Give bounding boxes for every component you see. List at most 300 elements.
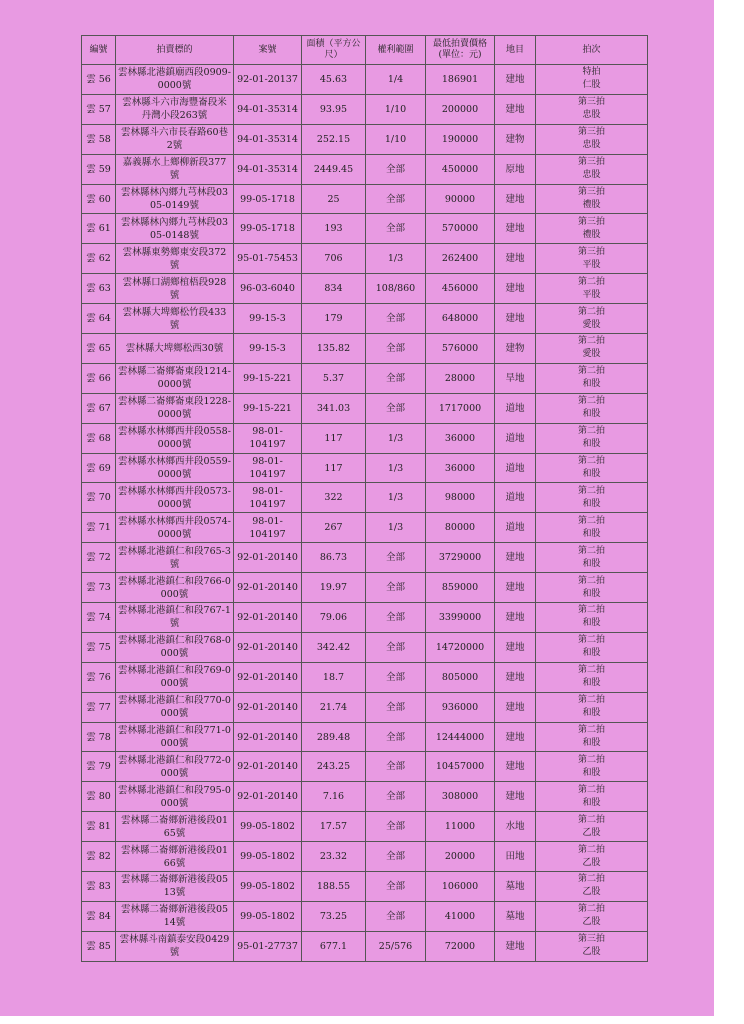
- cell-rights: 1/3: [366, 244, 426, 274]
- cell-area: 834: [302, 274, 366, 304]
- cell-name: 雲林縣二崙鄉新港後段0166號: [116, 842, 234, 872]
- cell-case-no: 95-01-27737: [234, 931, 302, 961]
- cell-id: 雲 74: [82, 603, 116, 633]
- cell-price: 308000: [426, 782, 495, 812]
- cell-area: 79.06: [302, 603, 366, 633]
- court-unit-label: 和股: [582, 648, 601, 659]
- cell-round: [536, 603, 648, 633]
- cell-name: 雲林縣二崙鄉新港後段0165號: [116, 812, 234, 842]
- cell-land-type: 建地: [495, 184, 536, 214]
- cell-name: 雲林縣北港鎮仁和段770-0000號: [116, 692, 234, 722]
- cell-land-type: 建地: [495, 632, 536, 662]
- table-row: [82, 842, 648, 872]
- cell-case-no: 99-05-1802: [234, 812, 302, 842]
- cell-area: 322: [302, 483, 366, 513]
- cell-id: 雲 63: [82, 274, 116, 304]
- court-unit-label: 乙股: [582, 857, 601, 868]
- cell-area: 73.25: [302, 901, 366, 931]
- cell-land-type: 道地: [495, 453, 536, 483]
- cell-id: 雲 70: [82, 483, 116, 513]
- cell-area: 252.15: [302, 124, 366, 154]
- cell-land-type: 建地: [495, 782, 536, 812]
- court-unit-label: 和股: [582, 528, 601, 539]
- table-row: [82, 931, 648, 961]
- header-land-type: 地目: [495, 36, 536, 65]
- cell-round: [536, 334, 648, 364]
- table-row: [82, 65, 648, 95]
- table-row: [82, 573, 648, 603]
- cell-case-no: 98-01-104197: [234, 513, 302, 543]
- cell-id: 雲 62: [82, 244, 116, 274]
- round-label: 第二拍: [577, 336, 605, 347]
- cell-area: 18.7: [302, 662, 366, 692]
- cell-id: 雲 68: [82, 423, 116, 453]
- cell-case-no: 98-01-104197: [234, 453, 302, 483]
- cell-id: 雲 71: [82, 513, 116, 543]
- cell-id: 雲 80: [82, 782, 116, 812]
- cell-price: 456000: [426, 274, 495, 304]
- table-row: [82, 453, 648, 483]
- cell-area: 7.16: [302, 782, 366, 812]
- cell-price: 200000: [426, 94, 495, 124]
- cell-round: [536, 931, 648, 961]
- header-min-price: 最低拍賣價格(單位：元): [426, 36, 495, 65]
- cell-area: 193: [302, 214, 366, 244]
- cell-id: 雲 72: [82, 543, 116, 573]
- cell-id: 雲 66: [82, 363, 116, 393]
- cell-rights: 全部: [366, 901, 426, 931]
- table-row: [82, 214, 648, 244]
- cell-case-no: 99-15-3: [234, 304, 302, 334]
- cell-rights: 全部: [366, 603, 426, 633]
- table-row: [82, 722, 648, 752]
- cell-price: 262400: [426, 244, 495, 274]
- cell-price: 20000: [426, 842, 495, 872]
- cell-round: [536, 65, 648, 95]
- cell-area: 179: [302, 304, 366, 334]
- cell-id: 雲 69: [82, 453, 116, 483]
- cell-name: 雲林縣口湖鄉椬梧段928號: [116, 274, 234, 304]
- cell-round: [536, 842, 648, 872]
- cell-id: 雲 59: [82, 154, 116, 184]
- cell-land-type: 道地: [495, 423, 536, 453]
- table-row: [82, 692, 648, 722]
- round-label: 第二拍: [577, 635, 605, 646]
- cell-id: 雲 83: [82, 872, 116, 902]
- cell-case-no: 98-01-104197: [234, 483, 302, 513]
- cell-round: [536, 722, 648, 752]
- cell-rights: 1/3: [366, 453, 426, 483]
- cell-id: 雲 56: [82, 65, 116, 95]
- cell-case-no: 92-01-20140: [234, 662, 302, 692]
- cell-area: 267: [302, 513, 366, 543]
- cell-area: 23.32: [302, 842, 366, 872]
- table-row: [82, 812, 648, 842]
- court-unit-label: 乙股: [582, 887, 601, 898]
- cell-land-type: 建地: [495, 274, 536, 304]
- table-row: [82, 184, 648, 214]
- cell-name: 雲林縣斗六市長春路60巷2號: [116, 124, 234, 154]
- cell-rights: 全部: [366, 782, 426, 812]
- cell-name: 雲林縣北港鎮仁和段768-0000號: [116, 632, 234, 662]
- cell-land-type: 田地: [495, 842, 536, 872]
- header-round: 拍次: [536, 36, 648, 65]
- cell-price: 72000: [426, 931, 495, 961]
- cell-name: 雲林縣水林鄉西井段0574-0000號: [116, 513, 234, 543]
- cell-price: 190000: [426, 124, 495, 154]
- cell-price: 28000: [426, 363, 495, 393]
- cell-price: 450000: [426, 154, 495, 184]
- cell-land-type: 建地: [495, 214, 536, 244]
- round-label: 第二拍: [577, 575, 605, 586]
- cell-area: 93.95: [302, 94, 366, 124]
- cell-price: 12444000: [426, 722, 495, 752]
- table-row: [82, 334, 648, 364]
- cell-round: [536, 304, 648, 334]
- cell-rights: 全部: [366, 543, 426, 573]
- cell-price: 80000: [426, 513, 495, 543]
- cell-round: [536, 662, 648, 692]
- cell-land-type: 道地: [495, 393, 536, 423]
- cell-price: 90000: [426, 184, 495, 214]
- cell-case-no: 99-05-1718: [234, 184, 302, 214]
- cell-rights: 1/4: [366, 65, 426, 95]
- table-header-row: [82, 36, 648, 65]
- cell-rights: 全部: [366, 154, 426, 184]
- cell-name: 雲林縣大埤鄉松竹段433號: [116, 304, 234, 334]
- header-case-no: 案號: [234, 36, 302, 65]
- court-unit-label: 和股: [582, 439, 601, 450]
- cell-price: 805000: [426, 662, 495, 692]
- round-label: 第三拍: [577, 246, 605, 257]
- cell-price: 36000: [426, 423, 495, 453]
- court-unit-label: 和股: [582, 588, 601, 599]
- cell-round: [536, 124, 648, 154]
- cell-area: 135.82: [302, 334, 366, 364]
- cell-round: [536, 154, 648, 184]
- cell-round: [536, 692, 648, 722]
- cell-id: 雲 78: [82, 722, 116, 752]
- round-label: 第二拍: [577, 485, 605, 496]
- cell-land-type: 旱地: [495, 363, 536, 393]
- round-label: 第三拍: [577, 127, 605, 138]
- round-label: 第二拍: [577, 605, 605, 616]
- table-row: [82, 124, 648, 154]
- round-label: 第二拍: [577, 844, 605, 855]
- cell-id: 雲 61: [82, 214, 116, 244]
- cell-id: 雲 84: [82, 901, 116, 931]
- court-unit-label: 和股: [582, 678, 601, 689]
- cell-land-type: 建地: [495, 543, 536, 573]
- cell-rights: 25/576: [366, 931, 426, 961]
- table-row: [82, 513, 648, 543]
- cell-price: 14720000: [426, 632, 495, 662]
- cell-rights: 全部: [366, 393, 426, 423]
- cell-price: 570000: [426, 214, 495, 244]
- table-row: [82, 901, 648, 931]
- cell-case-no: 92-01-20140: [234, 603, 302, 633]
- cell-case-no: 92-01-20140: [234, 573, 302, 603]
- cell-price: 98000: [426, 483, 495, 513]
- court-unit-label: 和股: [582, 558, 601, 569]
- cell-round: [536, 184, 648, 214]
- cell-case-no: 99-15-3: [234, 334, 302, 364]
- cell-price: 106000: [426, 872, 495, 902]
- cell-rights: 全部: [366, 812, 426, 842]
- cell-rights: 全部: [366, 573, 426, 603]
- cell-price: 859000: [426, 573, 495, 603]
- header-area: 面積（平方公尺）: [302, 36, 366, 65]
- cell-case-no: 98-01-104197: [234, 423, 302, 453]
- court-unit-label: 和股: [582, 498, 601, 509]
- cell-rights: 全部: [366, 662, 426, 692]
- round-label: 第二拍: [577, 515, 605, 526]
- cell-area: 5.37: [302, 363, 366, 393]
- court-unit-label: 忠股: [582, 140, 601, 151]
- cell-price: 1717000: [426, 393, 495, 423]
- cell-rights: 全部: [366, 632, 426, 662]
- cell-round: [536, 274, 648, 304]
- cell-name: 雲林縣北港鎮仁和段771-0000號: [116, 722, 234, 752]
- cell-case-no: 99-15-221: [234, 393, 302, 423]
- cell-id: 雲 65: [82, 334, 116, 364]
- cell-price: 11000: [426, 812, 495, 842]
- cell-rights: 全部: [366, 334, 426, 364]
- round-label: 第二拍: [577, 396, 605, 407]
- cell-id: 雲 79: [82, 752, 116, 782]
- cell-price: 3399000: [426, 603, 495, 633]
- cell-name: 雲林縣北港鎮仁和段772-0000號: [116, 752, 234, 782]
- cell-area: 117: [302, 423, 366, 453]
- court-unit-label: 和股: [582, 618, 601, 629]
- cell-case-no: 92-01-20140: [234, 543, 302, 573]
- header-rights: 權利範圍: [366, 36, 426, 65]
- cell-round: [536, 513, 648, 543]
- court-unit-label: 和股: [582, 379, 601, 390]
- cell-name: 雲林縣斗六市海豐崙段米丹灣小段263號: [116, 94, 234, 124]
- round-label: 第二拍: [577, 874, 605, 885]
- cell-rights: 1/10: [366, 124, 426, 154]
- cell-area: 45.63: [302, 65, 366, 95]
- cell-name: 雲林縣北港鎮仁和段766-0000號: [116, 573, 234, 603]
- court-unit-label: 和股: [582, 409, 601, 420]
- cell-case-no: 92-01-20140: [234, 752, 302, 782]
- cell-case-no: 99-05-1802: [234, 842, 302, 872]
- cell-rights: 1/3: [366, 513, 426, 543]
- cell-round: [536, 812, 648, 842]
- cell-price: 186901: [426, 65, 495, 95]
- table-row: [82, 154, 648, 184]
- cell-case-no: 94-01-35314: [234, 124, 302, 154]
- cell-round: [536, 363, 648, 393]
- cell-price: 576000: [426, 334, 495, 364]
- table-row: [82, 393, 648, 423]
- cell-id: 雲 60: [82, 184, 116, 214]
- cell-id: 雲 73: [82, 573, 116, 603]
- cell-land-type: 墓地: [495, 901, 536, 931]
- cell-price: 41000: [426, 901, 495, 931]
- cell-rights: 全部: [366, 752, 426, 782]
- court-unit-label: 禮股: [582, 200, 601, 210]
- cell-name: 雲林縣北港鎮仁和段795-0000號: [116, 782, 234, 812]
- round-label: 第二拍: [577, 306, 605, 317]
- cell-area: 17.57: [302, 812, 366, 842]
- cell-round: [536, 872, 648, 902]
- cell-id: 雲 77: [82, 692, 116, 722]
- cell-land-type: 建地: [495, 752, 536, 782]
- table-row: [82, 662, 648, 692]
- cell-land-type: 水地: [495, 812, 536, 842]
- cell-name: 雲林縣林內鄉九芎林段0305-0148號: [116, 214, 234, 244]
- cell-round: [536, 782, 648, 812]
- cell-name: 雲林縣東勢鄉東安段372號: [116, 244, 234, 274]
- cell-rights: 全部: [366, 722, 426, 752]
- cell-round: [536, 752, 648, 782]
- cell-case-no: 95-01-75453: [234, 244, 302, 274]
- cell-name: 雲林縣北港鎮仁和段769-0000號: [116, 662, 234, 692]
- court-unit-label: 平股: [582, 289, 601, 300]
- cell-id: 雲 58: [82, 124, 116, 154]
- cell-land-type: 建地: [495, 244, 536, 274]
- cell-rights: 全部: [366, 872, 426, 902]
- cell-round: [536, 244, 648, 274]
- cell-id: 雲 67: [82, 393, 116, 423]
- court-unit-label: 平股: [582, 259, 601, 270]
- court-unit-label: 和股: [582, 767, 601, 778]
- header-target: 拍賣標的: [116, 36, 234, 65]
- cell-land-type: 建地: [495, 662, 536, 692]
- round-label: 第二拍: [577, 725, 605, 736]
- court-unit-label: 和股: [582, 708, 601, 719]
- court-unit-label: 愛股: [582, 319, 601, 330]
- cell-case-no: 92-01-20137: [234, 65, 302, 95]
- court-unit-label: 和股: [582, 738, 601, 749]
- cell-area: 117: [302, 453, 366, 483]
- round-label: 第二拍: [577, 695, 605, 706]
- cell-case-no: 92-01-20140: [234, 692, 302, 722]
- cell-round: [536, 543, 648, 573]
- cell-case-no: 99-15-221: [234, 363, 302, 393]
- cell-rights: 全部: [366, 214, 426, 244]
- cell-land-type: 建地: [495, 931, 536, 961]
- court-unit-label: 乙股: [582, 917, 601, 928]
- cell-price: 10457000: [426, 752, 495, 782]
- cell-land-type: 建物: [495, 334, 536, 364]
- cell-price: 36000: [426, 453, 495, 483]
- cell-area: 342.42: [302, 632, 366, 662]
- cell-name: 雲林縣北港鎮仁和段765-3號: [116, 543, 234, 573]
- cell-area: 19.97: [302, 573, 366, 603]
- cell-area: 341.03: [302, 393, 366, 423]
- cell-land-type: 道地: [495, 513, 536, 543]
- cell-land-type: 道地: [495, 483, 536, 513]
- cell-land-type: 建物: [495, 124, 536, 154]
- cell-rights: 全部: [366, 304, 426, 334]
- table-row: [82, 304, 648, 334]
- court-unit-label: 忠股: [582, 170, 601, 181]
- cell-land-type: 建地: [495, 94, 536, 124]
- cell-price: 648000: [426, 304, 495, 334]
- cell-case-no: 92-01-20140: [234, 782, 302, 812]
- court-unit-label: 禮股: [582, 229, 601, 240]
- cell-id: 雲 82: [82, 842, 116, 872]
- table-row: [82, 752, 648, 782]
- round-label: 第二拍: [577, 784, 605, 795]
- auction-listing-table: [81, 35, 648, 962]
- cell-area: 289.48: [302, 722, 366, 752]
- cell-land-type: 墓地: [495, 872, 536, 902]
- cell-name: 雲林縣二崙鄉新港後段0513號: [116, 872, 234, 902]
- cell-rights: 1/3: [366, 483, 426, 513]
- table-row: [82, 274, 648, 304]
- cell-area: 706: [302, 244, 366, 274]
- cell-price: 936000: [426, 692, 495, 722]
- cell-name: 雲林縣二崙鄉新港後段0514號: [116, 901, 234, 931]
- cell-rights: 1/10: [366, 94, 426, 124]
- cell-rights: 1/3: [366, 423, 426, 453]
- court-unit-label: 和股: [582, 469, 601, 480]
- cell-area: 21.74: [302, 692, 366, 722]
- cell-round: [536, 483, 648, 513]
- cell-case-no: 99-05-1802: [234, 872, 302, 902]
- table-row: [82, 872, 648, 902]
- cell-name: 雲林縣二崙鄉崙東段1228-0000號: [116, 393, 234, 423]
- cell-name: 雲林縣水林鄉西井段0573-0000號: [116, 483, 234, 513]
- table-row: [82, 244, 648, 274]
- cell-id: 雲 76: [82, 662, 116, 692]
- cell-round: [536, 214, 648, 244]
- round-label: 第二拍: [577, 276, 605, 287]
- cell-name: 雲林縣二崙鄉崙東段1214-0000號: [116, 363, 234, 393]
- round-label: 第二拍: [577, 545, 605, 556]
- cell-name: 嘉義縣水上鄉柳新段377號: [116, 154, 234, 184]
- cell-round: [536, 453, 648, 483]
- cell-name: 雲林縣斗南鎮泰安段0429號: [116, 931, 234, 961]
- cell-name: 雲林縣北港鎮廟西段0909-0000號: [116, 65, 234, 95]
- cell-land-type: 建地: [495, 573, 536, 603]
- cell-rights: 全部: [366, 184, 426, 214]
- round-label: 第三拍: [577, 934, 605, 945]
- table-row: [82, 603, 648, 633]
- cell-id: 雲 64: [82, 304, 116, 334]
- court-unit-label: 乙股: [582, 947, 601, 958]
- court-unit-label: 和股: [582, 797, 601, 808]
- cell-land-type: 建地: [495, 692, 536, 722]
- round-label: 第二拍: [577, 904, 605, 915]
- cell-case-no: 94-01-35314: [234, 154, 302, 184]
- round-label: 第三拍: [577, 157, 605, 168]
- cell-id: 雲 85: [82, 931, 116, 961]
- round-label: 第二拍: [577, 665, 605, 676]
- table-row: [82, 543, 648, 573]
- cell-case-no: 99-05-1718: [234, 214, 302, 244]
- cell-case-no: 96-03-6040: [234, 274, 302, 304]
- table-row: [82, 632, 648, 662]
- cell-land-type: 原地: [495, 154, 536, 184]
- round-label: 第二拍: [577, 814, 605, 825]
- court-unit-label: 愛股: [582, 349, 601, 360]
- cell-case-no: 92-01-20140: [234, 632, 302, 662]
- table-row: [82, 363, 648, 393]
- round-label: 第二拍: [577, 754, 605, 765]
- cell-name: 雲林縣北港鎮仁和段767-1號: [116, 603, 234, 633]
- cell-area: 25: [302, 184, 366, 214]
- header-id: 編號: [82, 36, 116, 65]
- cell-round: [536, 423, 648, 453]
- cell-name: 雲林縣水林鄉西井段0558-0000號: [116, 423, 234, 453]
- cell-case-no: 99-05-1802: [234, 901, 302, 931]
- cell-land-type: 建地: [495, 603, 536, 633]
